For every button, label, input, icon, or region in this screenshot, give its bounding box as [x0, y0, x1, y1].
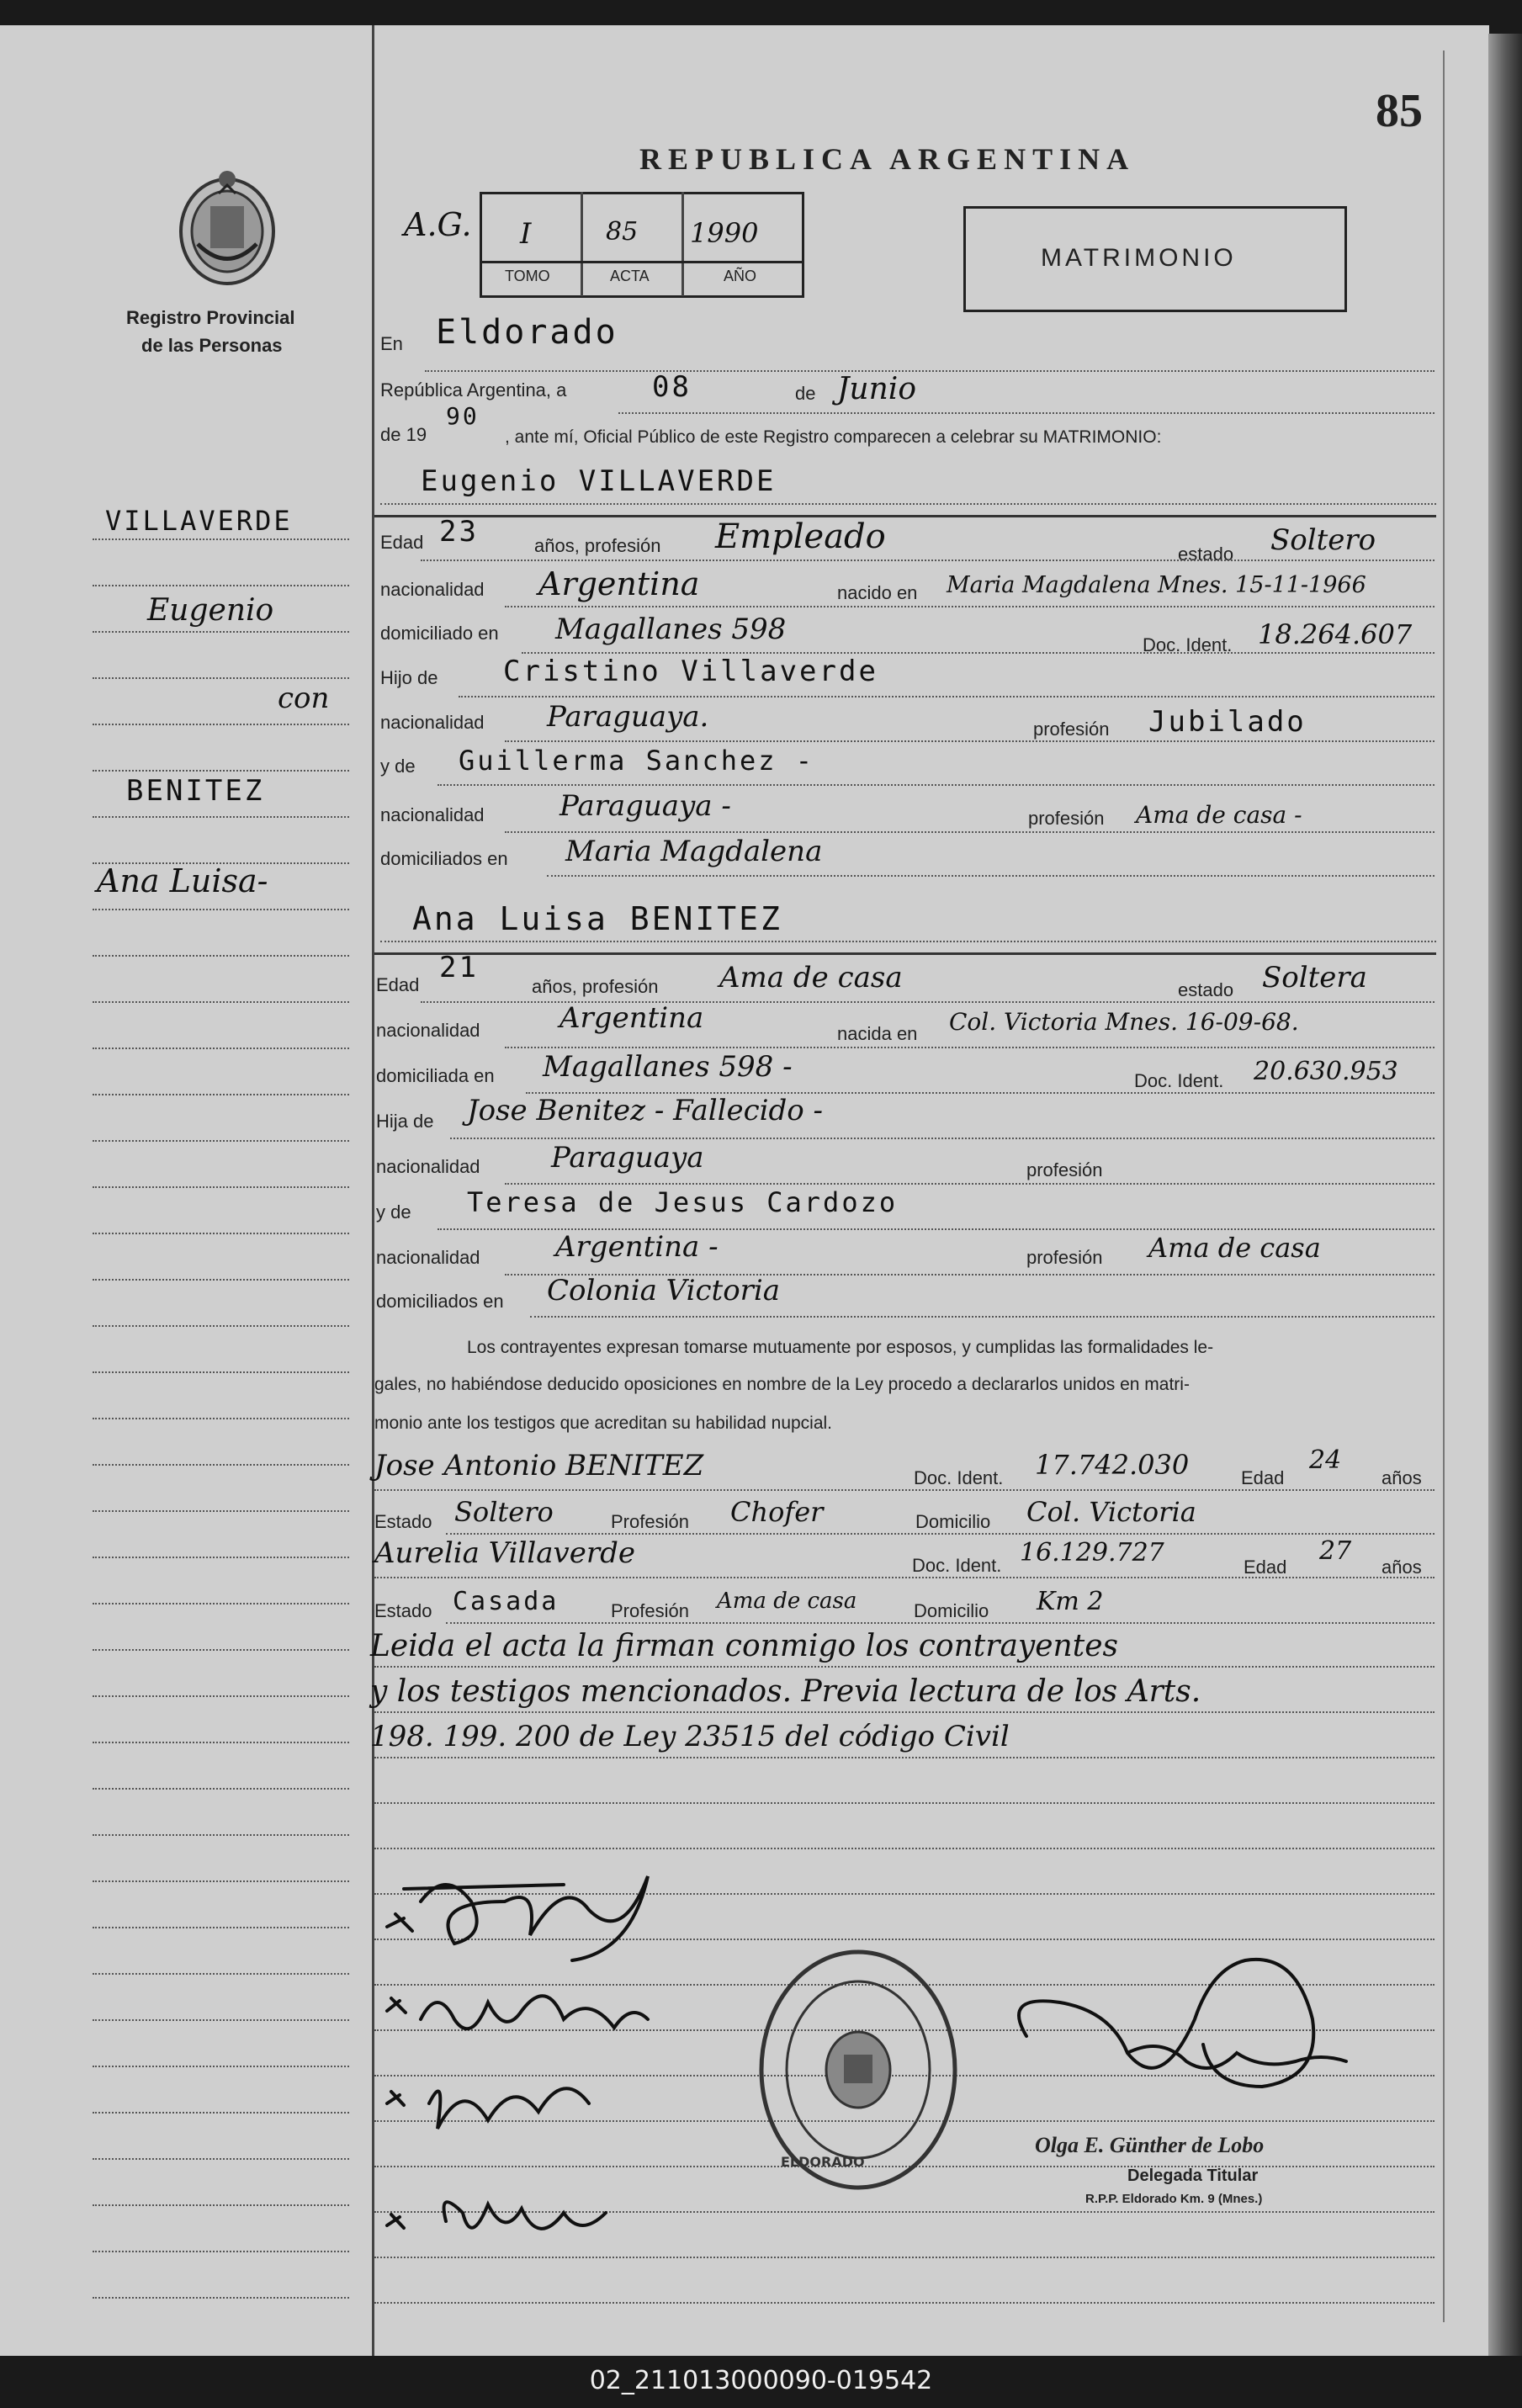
bride-madre-prof-label: profesión	[1026, 1247, 1103, 1268]
stamp-place: ELDORADO	[781, 2154, 865, 2170]
groom-nacido-label: nacido en	[837, 582, 918, 603]
witness1-profesion-label: Profesión	[611, 1511, 689, 1532]
bride-madre-prof: Ama de casa	[1148, 1232, 1321, 1264]
bride-madre-nac: Argentina -	[555, 1230, 719, 1264]
witness2-profesion: Ama de casa	[717, 1589, 857, 1614]
bride-hija-label: Hija de	[376, 1111, 434, 1132]
groom-rule-8	[547, 875, 1434, 877]
bride-nacida-label: nacida en	[837, 1023, 918, 1044]
groom-rule-5	[505, 740, 1434, 742]
groom-padre-prof-label: profesión	[1033, 719, 1110, 740]
groom-madre-nac: Paraguaya -	[559, 789, 731, 823]
year-suffix: 90	[446, 402, 480, 430]
margin-rule	[93, 1325, 349, 1327]
closing-line-3: 198. 199. 200 de Ley 23515 del código Civil	[370, 1720, 1010, 1753]
code-handwritten: A.G.	[404, 206, 472, 243]
groom-name: Eugenio VILLAVERDE	[421, 464, 777, 498]
official-office: R.P.P. Eldorado Km. 9 (Mnes.)	[1085, 2192, 1263, 2206]
witness1-rule-1	[374, 1489, 1434, 1491]
official-signature	[993, 1918, 1363, 2137]
bride-rule-2	[505, 1047, 1434, 1048]
margin-rule	[93, 1927, 349, 1928]
margin-rule	[93, 1742, 349, 1743]
margin-rule	[93, 1649, 349, 1651]
margin-rule	[93, 1788, 349, 1790]
body-rule	[374, 1802, 1434, 1804]
groom-profesion: Empleado	[715, 517, 886, 556]
day-value: 08	[652, 370, 692, 404]
margin-rule	[93, 1464, 349, 1466]
groom-padre-nac: Paraguaya.	[547, 700, 709, 734]
bride-domiciliados-label: domiciliados en	[376, 1291, 504, 1312]
groom-hijo-label: Hijo de	[380, 667, 438, 688]
groom-padre: Cristino Villaverde	[503, 655, 878, 688]
margin-name-bride: Ana Luisa-	[97, 862, 268, 899]
margin-rule	[93, 538, 349, 540]
witness2-doc-label: Doc. Ident.	[912, 1555, 1002, 1576]
section-divider	[374, 952, 1436, 955]
margin-rule	[93, 631, 349, 633]
groom-nacido: Maria Magdalena Mnes. 15-11-1966	[947, 572, 1366, 598]
body-rule	[374, 1711, 1434, 1713]
groom-rule-6	[438, 784, 1434, 786]
groom-dom-label: domiciliado en	[380, 623, 499, 644]
bride-name-rule	[380, 941, 1436, 942]
groom-domiciliados: Maria Magdalena	[565, 835, 823, 868]
coat-of-arms-icon	[172, 164, 282, 290]
margin-rule	[93, 1557, 349, 1558]
closing-line-1: Leida el acta la firman conmigo los contrayentes	[370, 1629, 1118, 1663]
bride-doc: 20.630.953	[1254, 1057, 1398, 1086]
margin-rule	[93, 1880, 349, 1882]
groom-rule-4	[459, 696, 1434, 697]
bride-edad: 21	[439, 951, 479, 984]
certificate-type: MATRIMONIO	[1041, 244, 1237, 272]
witness1-doc: 17.742.030	[1035, 1449, 1190, 1481]
margin-rule	[93, 1186, 349, 1188]
margin-rule	[93, 2158, 349, 2160]
margin-rule	[93, 1371, 349, 1373]
margin-name-groom: Eugenio	[147, 593, 274, 628]
month-value: Junio	[837, 372, 916, 406]
margin-rule	[93, 1418, 349, 1419]
file-identifier: 02_211013000090-019542	[589, 2366, 933, 2395]
groom-edad: 23	[439, 515, 479, 549]
witness2-estado-label: Estado	[374, 1600, 432, 1621]
margin-rule	[93, 1973, 349, 1975]
groom-rule-7	[505, 831, 1434, 833]
groom-rule-1	[421, 560, 1434, 561]
box-divider-2	[681, 192, 684, 296]
de19-label: de 19	[380, 424, 427, 445]
witness1-name: Jose Antonio BENITEZ	[374, 1449, 704, 1482]
witness2-edad-label: Edad	[1244, 1557, 1287, 1578]
margin-rule	[93, 1834, 349, 1836]
margin-rule	[93, 2297, 349, 2299]
groom-nacionalidad: Argentina	[538, 565, 700, 602]
witness1-estado: Soltero	[454, 1496, 554, 1528]
witness1-edad: 24	[1309, 1445, 1342, 1475]
margin-rule	[93, 1140, 349, 1142]
groom-padre-prof: Jubilado	[1148, 705, 1307, 739]
bride-padre-nac-label: nacionalidad	[376, 1156, 480, 1177]
witness2-anos: años	[1381, 1557, 1422, 1578]
bride-nacida: Col. Victoria Mnes. 16-09-68.	[949, 1008, 1299, 1036]
witness2-estado: Casada	[453, 1587, 559, 1616]
groom-edad-label: Edad	[380, 532, 424, 553]
bride-doc-label: Doc. Ident.	[1134, 1070, 1224, 1091]
margin-rule	[93, 677, 349, 679]
groom-madre: Guillerma Sanchez -	[459, 745, 815, 777]
groom-estado-label: estado	[1178, 544, 1234, 565]
place-rule	[425, 370, 1434, 372]
margin-rule	[93, 816, 349, 818]
margin-con: con	[278, 682, 330, 715]
margin-rule	[93, 724, 349, 725]
bride-nac-label: nacionalidad	[376, 1020, 480, 1041]
declaration-line-1: Los contrayentes expresan tomarse mutuamente por esposos, y cumplidas las formalidades le-	[467, 1338, 1214, 1357]
margin-rule	[93, 2204, 349, 2206]
registry-name-line2: de las Personas	[141, 335, 283, 356]
witness2-rule-1	[374, 1577, 1434, 1578]
bride-domiciliados: Colonia Victoria	[547, 1274, 781, 1307]
bride-name: Ana Luisa BENITEZ	[412, 900, 782, 937]
groom-profesion-label: años, profesión	[534, 535, 661, 556]
witness2-domicilio: Km 2	[1037, 1587, 1104, 1616]
bride-rule-4	[450, 1138, 1434, 1139]
acta-label: ACTA	[610, 268, 650, 284]
margin-surname-groom: VILLAVERDE	[105, 505, 293, 537]
margin-rule	[93, 955, 349, 957]
bride-domicilio: Magallanes 598 -	[543, 1050, 793, 1084]
bride-ymadre-label: y de	[376, 1201, 411, 1223]
bride-estado-label: estado	[1178, 979, 1234, 1000]
official-title: Delegada Titular	[1127, 2167, 1259, 2185]
box-divider-h	[480, 261, 802, 263]
witness2-edad: 27	[1319, 1536, 1352, 1566]
groom-padre-nac-label: nacionalidad	[380, 712, 485, 733]
bride-padre-prof-label: profesión	[1026, 1159, 1103, 1180]
margin-rule	[93, 1048, 349, 1049]
margin-rule	[93, 1094, 349, 1095]
declaration-line-3: monio ante los testigos que acreditan su habilidad nupcial.	[374, 1414, 833, 1433]
body-rule	[374, 1757, 1434, 1758]
witness2-profesion-label: Profesión	[611, 1600, 689, 1621]
bride-madre-nac-label: nacionalidad	[376, 1247, 480, 1268]
margin-rule	[93, 1001, 349, 1003]
bride-rule-5	[505, 1183, 1434, 1185]
margin-rule	[93, 2019, 349, 2021]
margin-rule	[93, 770, 349, 772]
date-rule	[618, 412, 1434, 414]
witness1-rule-2	[446, 1533, 1434, 1535]
groom-madre-prof-label: profesión	[1028, 808, 1105, 829]
groom-doc: 18.264.607	[1258, 618, 1413, 650]
registry-name-line1: Registro Provincial	[126, 307, 295, 328]
party-signatures	[370, 1851, 707, 2322]
groom-doc-label: Doc. Ident.	[1143, 634, 1233, 655]
witness1-estado-label: Estado	[374, 1511, 432, 1532]
groom-rule-2	[505, 606, 1434, 607]
place-value: Eldorado	[436, 313, 618, 352]
witness1-profesion: Chofer	[730, 1496, 824, 1528]
box-divider-1	[581, 192, 583, 296]
witness1-edad-label: Edad	[1241, 1467, 1285, 1488]
margin-rule	[93, 862, 349, 864]
margin-surname-bride: BENITEZ	[126, 774, 265, 808]
margin-rule	[93, 1695, 349, 1697]
groom-estado: Soltero	[1270, 523, 1376, 557]
groom-madre-nac-label: nacionalidad	[380, 804, 485, 825]
country-title: REPUBLICA ARGENTINA	[639, 142, 1136, 176]
bride-rule-8	[530, 1316, 1434, 1318]
witness2-domicilio-label: Domicilio	[914, 1600, 989, 1621]
page-number: 85	[1376, 85, 1423, 137]
tomo-label: TOMO	[505, 268, 550, 284]
witness2-rule-2	[446, 1622, 1434, 1624]
margin-rule	[93, 1279, 349, 1281]
witness2-doc: 16.129.727	[1020, 1538, 1164, 1567]
margin-rule	[93, 585, 349, 586]
bride-profesion: Ama de casa	[719, 961, 903, 994]
body-rule	[374, 1666, 1434, 1668]
groom-domiciliados-label: domiciliados en	[380, 848, 508, 869]
anio-value: 1990	[690, 217, 759, 249]
margin-rule	[93, 1603, 349, 1604]
section-divider	[374, 515, 1436, 517]
book-edge	[1488, 34, 1522, 2356]
anio-label: AÑO	[724, 268, 757, 284]
closing-line-2: y los testigos mencionados. Previa lectura de los Arts.	[370, 1674, 1201, 1709]
acta-value: 85	[606, 217, 639, 247]
republica-label: República Argentina, a	[380, 379, 567, 400]
witness1-doc-label: Doc. Ident.	[914, 1467, 1004, 1488]
groom-name-rule	[380, 503, 1436, 505]
groom-ymadre-label: y de	[380, 756, 416, 777]
body-rule	[374, 1848, 1434, 1849]
groom-nac-label: nacionalidad	[380, 579, 485, 600]
bride-padre: Jose Benitez - Fallecido -	[467, 1094, 824, 1127]
bride-nacionalidad: Argentina	[559, 1001, 704, 1035]
witness1-domicilio-label: Domicilio	[915, 1511, 991, 1532]
bride-profesion-label: años, profesión	[532, 976, 659, 997]
groom-rule-3	[522, 652, 1434, 654]
margin-rule	[93, 1510, 349, 1512]
official-name: Olga E. Günther de Lobo	[1035, 2133, 1265, 2157]
margin-rule	[93, 2066, 349, 2067]
tomo-value: I	[520, 217, 532, 251]
right-margin-line	[1443, 50, 1445, 2322]
margin-rule	[93, 909, 349, 910]
groom-madre-prof: Ama de casa -	[1136, 801, 1302, 829]
bride-edad-label: Edad	[376, 974, 420, 995]
groom-domicilio: Magallanes 598	[555, 613, 787, 646]
witness1-domicilio: Col. Victoria	[1026, 1496, 1196, 1528]
margin-rule	[93, 1233, 349, 1234]
en-label: En	[380, 333, 403, 354]
ante-text: , ante mí, Oficial Público de este Registro comparecen a celebrar su MATRIMONIO:	[505, 427, 1162, 447]
margin-rule	[93, 2251, 349, 2252]
de-label: de	[795, 383, 816, 404]
declaration-line-2: gales, no habiéndose deducido oposiciones en nombre de la Ley procedo a declararlos unidos en matri-	[374, 1375, 1190, 1394]
witness2-name: Aurelia Villaverde	[374, 1536, 635, 1570]
witness1-anos: años	[1381, 1467, 1422, 1488]
bride-madre: Teresa de Jesus Cardozo	[467, 1186, 899, 1218]
bride-estado: Soltera	[1262, 961, 1367, 994]
margin-rule	[93, 2112, 349, 2114]
bride-dom-label: domiciliada en	[376, 1065, 495, 1086]
bride-padre-nac: Paraguaya	[551, 1141, 704, 1175]
